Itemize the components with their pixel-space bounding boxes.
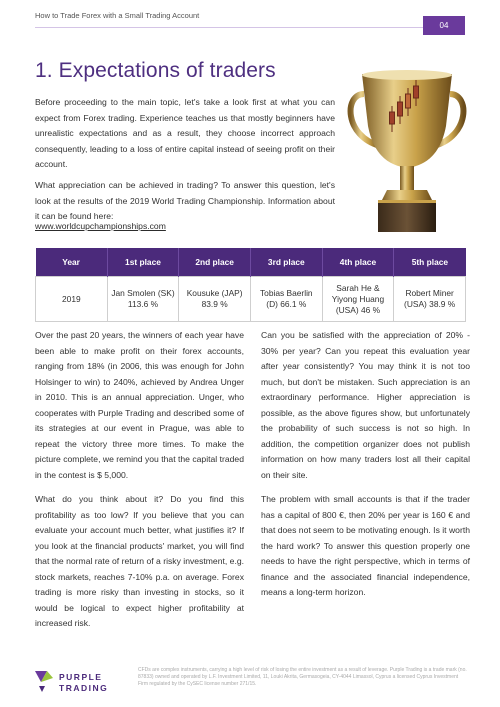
logo-text-line-2: TRADING — [59, 683, 109, 693]
table-header: 4th place — [322, 248, 394, 277]
championship-results-table — [35, 248, 466, 322]
page-header — [0, 0, 500, 34]
trophy-image — [342, 66, 472, 241]
table-header: 5th place — [394, 248, 466, 277]
table-cell: Kousuke (JAP) 83.9 % — [179, 277, 251, 322]
page-number: 04 — [423, 16, 465, 35]
left-column — [35, 328, 244, 641]
table-cell: Jan Smolen (SK) 113.6 % — [107, 277, 179, 322]
footer-disclaimer: CFDs are complex instruments, carrying a high level of risk of losing the entire investment as a result of leverage. Purple Trading is a trade mark (no. 87833) owned and operated by L.F. Investment Limited, 11, Louki Akrita, Germasogeia, CY-4044 Limassol, Cyprus a licensed Cyprus Investment Firm regulated by the CySEC license number 271/15. — [138, 667, 467, 687]
body-paragraph: What do you think about it? Do you find this profitability as too low? If you believe that you can evaluate your account much better, what justifies it? If you look at the financial products' market, you will find that the normal rate of return of a risky investment, e.g. stock markets, reaches 7-10% p.a. on average. Forex trading is more risky than investing in stocks, so it would be logical to expect higher profitability at increased risk. — [35, 494, 244, 628]
body-paragraph: The problem with small accounts is that if the trader has a capital of 800 €, then 20% per year is 160 € and that does not seem to be motivating enough. Is it worth the hard work? To answer this question properly one needs to have the right perspective, which in terms of finance and the associated financial independence, means a long-term horizon. — [261, 494, 470, 597]
table-header: 2nd place — [179, 248, 251, 277]
table-cell: Tobias Baerlin (D) 66.1 % — [250, 277, 322, 322]
body-paragraph: Can you be satisfied with the appreciation of 20% - 30% per year? Can you repeat this evaluation year after year consistently? You may think it is not too much, but don't be mistaken. Such appreciation is an extraordinary performance. Higher appreciation is possible, as the above figures show, but unfortunately the probability of such success is not so high. In addition, the competition organizer does not publish information on how many traders lost all their capital on their site. — [261, 330, 470, 480]
table-cell-year: 2019 — [36, 277, 108, 322]
table-header-row — [36, 248, 466, 277]
table-cell: Sarah He & Yiyong Huang (USA) 46 % — [322, 277, 394, 322]
table-header: 3rd place — [250, 248, 322, 277]
table-cell: Robert Miner (USA) 38.9 % — [394, 277, 466, 322]
section-title: 1. Expectations of traders — [35, 59, 276, 82]
document-title: How to Trade Forex with a Small Trading Account — [35, 11, 200, 20]
table-header: Year — [36, 248, 108, 277]
header-divider — [35, 27, 438, 28]
body-paragraph: Over the past 20 years, the winners of each year have been able to make profit on their forex accounts, ranging from 18% (in 2006, this was enough for John Holsinger to win) to 240%, achieved by Andrea Unger in 2010. This is an annual appreciation. Unger, who cooperates with Purple Trading and described some of its strategies at our event in Prague, was able to repeat the victory three more times. To make the picture complete, we remind you that the capital traded in the contest is $ 5,000. — [35, 330, 244, 480]
table-header: 1st place — [107, 248, 179, 277]
table-row — [36, 277, 466, 322]
logo-mark — [35, 668, 135, 698]
right-column — [261, 328, 470, 610]
logo-text-line-1: PURPLE — [59, 672, 103, 682]
championship-link[interactable]: www.worldcupchampionships.com — [35, 221, 166, 231]
intro-paragraph-2: What appreciation can be achieved in trading? To answer this question, let's look at the results of the 2019 World Trading Championship. Information about it can be found here: — [35, 180, 335, 221]
purple-trading-logo — [35, 668, 135, 703]
intro-paragraph-1: Before proceeding to the main topic, let's take a look first at what you can expect from Forex trading. Experience teaches us that mostly beginners have unrealistic expectations and as a result, they choose incorrect approach consequently, leading to a loss of entire capital instead of seeing profit on their account. — [35, 97, 335, 169]
